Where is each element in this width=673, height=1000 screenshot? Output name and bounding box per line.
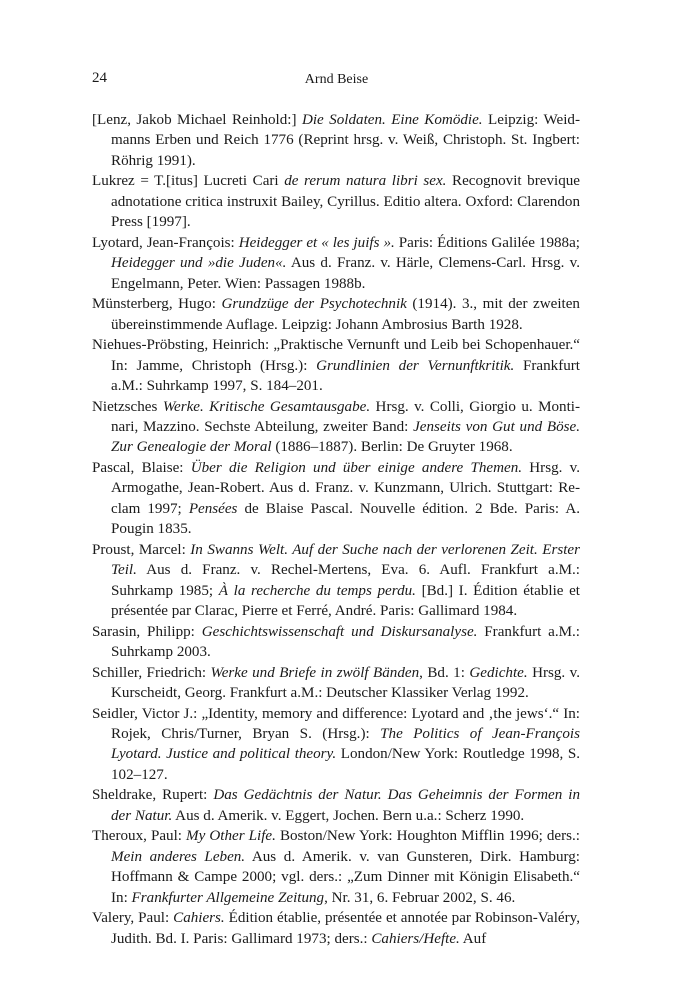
entry-text: Édition établie, présentée et annotée par Robinson-Valéry, Judith. Bd. I. Paris: Gallimard 1973; ders.: — [111, 910, 580, 947]
bibliography-entry — [92, 826, 580, 908]
entry-text: (1886–1887). Berlin: De Gruyter 1968. — [271, 439, 513, 456]
entry-text: Münsterberg, Hugo: — [92, 296, 222, 313]
entry-text: Paris: Éditions Galilée 1988a; — [394, 234, 580, 251]
entry-title-italic: Werke und Briefe in zwölf Bänden — [210, 664, 420, 681]
entry-title-italic: Pensées — [188, 500, 238, 517]
entry-text: Sarasin, Philipp: — [92, 623, 202, 640]
entry-text: de Blaise Pascal. Nouvelle édition. 2 Bde. Paris: A. Pougin 1835. — [111, 500, 580, 538]
bibliography-entry — [92, 458, 580, 540]
entry-text: Aus d. Franz. v. Rechel-Mertens, Eva. 6. Aufl. Frankfurt a.M.: Suhrkamp 1985; — [111, 562, 580, 599]
entry-title-italic: Die Soldaten. Eine Komödie. — [301, 112, 483, 128]
bibliography-entry — [92, 540, 580, 622]
running-title: Arnd Beise — [304, 72, 369, 87]
entry-title-italic: Jenseits von Gut und Böse. Zur Genealogie der Moral — [111, 419, 581, 456]
bibliography-entry — [92, 171, 580, 232]
entry-title-italic: Cahiers. — [173, 910, 225, 927]
entry-title-italic: Das Gedächtnis der Natur. Das Geheimnis der Formen in der Natur. — [111, 787, 580, 824]
entry-text: Aus d. Franz. v. Härle, Clemens-Carl. Hrsg. v. Engelmann, Peter. Wien: Passagen 1988b. — [111, 255, 580, 292]
bibliography-entry — [92, 622, 580, 663]
entry-title-italic: Heidegger et « les juifs ». — [238, 234, 395, 251]
bibliography-entry — [92, 294, 580, 335]
entry-text: Aus d. Amerik. v. Eggert, Jochen. Bern u.a.: Scherz 1990. — [172, 807, 525, 824]
entry-title-italic: Cahiers/Hefte. — [371, 930, 460, 947]
entry-text: Nietzsches — [92, 398, 163, 415]
entry-title-italic: Über die Religion und über einige andere Themen. — [190, 460, 523, 477]
entry-title-italic: Geschichtswissenschaft und Diskursanalyse. — [201, 623, 478, 640]
entry-title-italic: Heidegger und »die Juden«. — [111, 255, 287, 272]
entry-title-italic: Grundzüge der Psychotechnik — [221, 296, 407, 313]
entry-text: Frankfurt a.M.: Suhrkamp 1997, S. 184–201. — [111, 357, 581, 395]
entry-text: Proust, Marcel: — [92, 541, 191, 558]
entry-title-italic: de rerum natura libri sex. — [284, 173, 447, 190]
entry-text: Lyotard, Jean-François: — [92, 234, 239, 251]
bibliography-list — [92, 110, 580, 949]
bibliography-entry — [92, 110, 580, 171]
entry-text: Seidler, Victor J.: „Identity, memory and difference: Lyotard and ‚the jews‘.“ In: Rojek, Chris/Turner, Bryan S. (Hrsg.): — [92, 705, 580, 743]
bibliography-entry — [92, 663, 580, 704]
entry-text: Schiller, Friedrich: — [92, 664, 211, 681]
entry-text: Pascal, Blaise: — [92, 460, 191, 477]
entry-text: [Lenz, Jakob Michael Reinhold:] — [92, 112, 302, 128]
bibliography-entry — [92, 335, 580, 396]
entry-text: Theroux, Paul: — [92, 828, 187, 845]
entry-text: Boston/New York: Houghton Mifflin 1996; ders.: — [275, 828, 580, 845]
entry-text: Hrsg. v. Colli, Giorgio u. Montinari, Mazzino. Sechste Abteilung, zweiter Band: — [111, 398, 581, 436]
bibliography-entry — [92, 233, 580, 294]
entry-text: Auf — [459, 930, 487, 947]
running-head — [92, 70, 581, 90]
entry-text: , Bd. 1: — [419, 664, 470, 681]
entry-title-italic: Werke. Kritische Gesamtausgabe. — [162, 398, 371, 415]
entry-text: , Nr. 31, 6. Februar 2002, S. 46. — [324, 889, 516, 906]
bibliography-entry — [92, 785, 580, 826]
entry-title-italic: Mein anderes Leben. — [111, 848, 246, 865]
entry-text: Leipzig: Weidmanns Erben und Reich 1776 (Reprint hrsg. v. Weiß, Christoph. St. Ingbert: Röhrig 1991). — [111, 112, 580, 169]
entry-title-italic: The Politics of Jean-François Lyotard. Justice and political theory. — [111, 726, 580, 763]
entry-text: London/New York: Routledge 1998, S. 102–127. — [111, 746, 581, 783]
entry-title-italic: Grundlinien der Vernunftkritik. — [316, 357, 515, 374]
entry-text: Frankfurt a.M.: Suhrkamp 2003. — [111, 623, 580, 661]
bibliography-entry — [92, 397, 580, 458]
entry-text: (1914). 3., mit der zweiten übereinstimmende Auflage. Leipzig: Johann Ambrosius Barth 1928. — [111, 296, 580, 333]
entry-text: Valery, Paul: — [92, 910, 174, 927]
entry-title-italic: My Other Life. — [186, 828, 276, 845]
entry-text: Aus d. Amerik. v. van Gunsteren, Dirk. Hamburg: Hoffmann & Campe 2000; vgl. ders.: „Zum Dinner mit Königin Elisabeth.“ In: — [111, 848, 580, 906]
entry-title-italic: Frankfurter Allgemeine Zeitung — [131, 889, 325, 906]
entry-text: Sheldrake, Rupert: — [92, 787, 214, 804]
bibliography-entry — [92, 704, 580, 786]
entry-title-italic: In Swanns Welt. Auf der Suche nach der verlorenen Zeit. Erster Teil. — [111, 541, 580, 579]
entry-text: Lukrez = T.[itus] Lucreti Cari — [92, 173, 285, 190]
bibliography-entry — [92, 908, 580, 949]
entry-title-italic: Gedichte. — [469, 664, 528, 681]
entry-text: [Bd.] I. Édition établie et présentée par Clarac, Pierre et Ferré, André. Paris: Gallimard 1984. — [111, 582, 581, 620]
entry-text: Hrsg. v. Armogathe, Jean-Robert. Aus d. Franz. v. Kunzmann, Ulrich. Stuttgart: Reclam 1997; — [111, 460, 580, 517]
entry-text: Niehues-Pröbsting, Heinrich: „Praktische Vernunft und Leib bei Schopenhauer.“ In: Jamme, Christoph (Hrsg.): — [92, 337, 580, 374]
page-number: 24 — [92, 70, 107, 86]
entry-text: Recognovit brevique adnotatione critica instruxit Bailey, Cyrillus. Editio altera. Oxford: Clarendon Press [1997]. — [111, 173, 580, 231]
entry-text: Hrsg. v. Kurscheidt, Georg. Frankfurt a.M.: Deutscher Klassiker Verlag 1992. — [111, 664, 580, 702]
entry-title-italic: À la recherche du temps perdu. — [218, 582, 416, 599]
